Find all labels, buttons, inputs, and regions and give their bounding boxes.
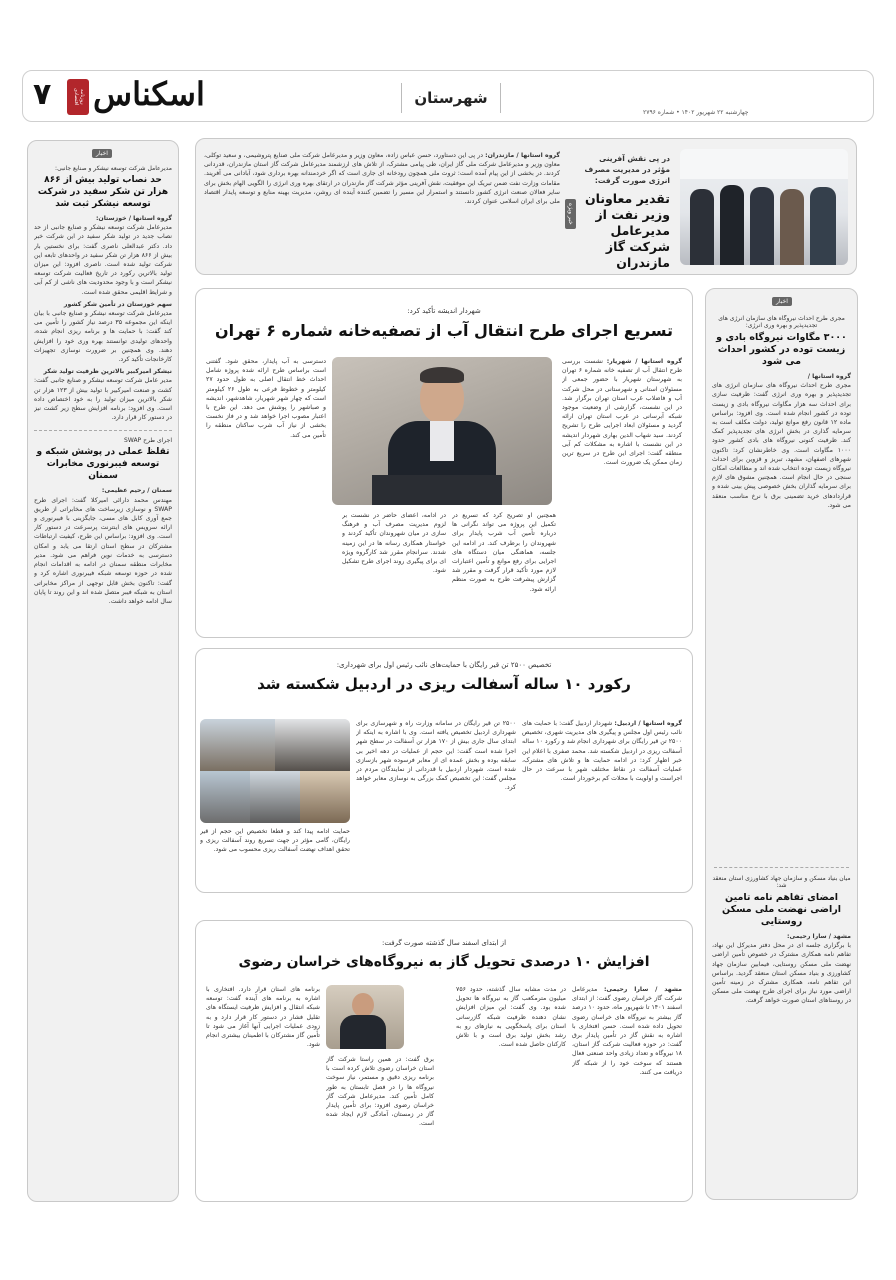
lead-col1-text: نشست بررسی طرح انتقال آب از تصفیه خانه شماره ۶ تهران به شهرستان شهریار با حضور جمعی از مسئولان استانی و شهرستانی در محل شرکت آب و فاضلاب غرب استان تهران برگزار شد. در این نشست، گزارشی از وضعیت موجود شبکه آبرسانی در غرب استان تهران ارائه گردید و مسئولان ابعاد اجرایی طرح را تشریح کردند. سید شهاب الدین بهاری شهردار اندیشه در این نشست با اشاره به مشکلات کم آبی منطقه گفت: اجرای این طرح در سریع ترین زمان ممکن یک ضرورت است. xyxy=(562,358,682,467)
top-story-photo xyxy=(680,149,848,265)
lead-dateline: گروه استانها / شهریار: xyxy=(606,358,682,365)
lead-headline: تسریع اجرای طرح انتقال آب از تصفیه‌خانه شماره ۶ تهران xyxy=(215,321,673,340)
left-item2-dateline: سمنان / رحیم عظیمی: xyxy=(101,487,172,495)
left-item1-sub1-body: مدیرعامل شرکت توسعه نیشکر و صنایع جانبی با بیان اینکه این مجموعه ۳۵ درصد نیاز کشور را تأمین می کند گفت: با حمایت ها و برنامه ریزی انجام شده، واحدهای تولیدی توانستند بهره وری خود را افزایش دهند. وی همچنین بر ضرورت نوسازی تجهیزات کارخانجات تأکید کرد. xyxy=(34,310,172,364)
left-sidebar xyxy=(27,140,179,1202)
photo-tile xyxy=(275,719,350,771)
story2-dateline: گروه استانها / اردبیل: xyxy=(614,720,682,727)
logo-mark xyxy=(67,79,89,115)
section-title: شهرستان xyxy=(401,83,501,113)
person-body xyxy=(340,1015,386,1049)
left-item1-sub2: نیشکر امیرکبیر بالاترین ظرفیت تولید شکر xyxy=(43,368,172,376)
right-item1-dateline: گروه استانها / xyxy=(807,373,851,380)
photo-tile xyxy=(200,719,275,771)
person-figure xyxy=(720,185,744,265)
left-item1-kicker: مدیرعامل شرکت توسعه نیشکر و صنایع جانبی: xyxy=(55,165,172,172)
left-item1-dateline: گروه استانها / خوزستان: xyxy=(95,215,172,222)
right-item2-headline: امضای تفاهم نامه تامین اراضی نهضت ملی مسکن روستایی xyxy=(722,892,841,927)
right-item1 xyxy=(712,315,851,860)
divider xyxy=(714,867,849,868)
story2 xyxy=(195,648,693,893)
story3-col3: برق گفت: در همین راستا شرکت گاز استان خراسان رضوی تلاش کرده است با برنامه ریزی دقیق و مستمر، نیاز سوخت نیروگاه ها را در فصل تابستان به طور کامل تأمین کند. مدیرعامل شرکت گاز خراسان رضوی افزود: برای تأمین پایدار گاز در زمستان، آمادگی لازم ایجاد شده است. xyxy=(326,1056,434,1128)
lead-col2: همچنین او تصریح کرد که تسریع در تکمیل این پروژه می تواند نگرانی ها درباره تأمین آب شرب پایدار برای شهروندان را برطرف کند. در ادامه این جلسه، هماهنگی میان دستگاه های اجرایی برای رفع موانع و تأمین اعتبارات لازم مورد تأکید قرار گرفت و مقرر شد گزارش پیشرفت طرح به صورت منظم ارائه شود. xyxy=(452,512,556,593)
story3-col2: در مدت مشابه سال گذشته، حدود ۷۵۶ میلیون مترمکعب گاز به نیروگاه ها تحویل شده بود. وی گفت: این میزان افزایش نشان دهنده ظرفیت شبکه گازرسانی استان برای پاسخگویی به نیازهای رو به رشد بخش تولید برق است و با تلاش کارکنان حاصل شده است. xyxy=(456,986,566,1049)
person-shirt xyxy=(430,421,454,461)
top-story-headline: تقدیر معاونان وزیر نفت از مدیرعامل شرکت گاز مازندران xyxy=(584,191,670,270)
top-story-text: در پی این دستاورد، حسن عباس زاده، معاون وزیر و مدیرعامل شرکت ملی صنایع پتروشیمی، و سعید توکلی، معاون وزیر و مدیرعامل شرکت ملی گاز ایران، طی پیامی مشترک، از تلاش های ارزشمند مدیرعامل شرکت گاز استان مازندران، قدردانی کردند. در بخشی از این پیام آمده است: ثروت ملی همچون رودخانه ای جاری است که اگر خردمندانه بهره برداری شود، آبادانی می آفریند. مقامات وزارت نفت ضمن تبریک این موفقیت، نقش آفرینی مؤثر شرکت گاز مازندران در ارتقای بهره وری انرژی را الگویی الهام بخش برای سایر فعالان صنعت انرژی کشور دانستند و استمرار این مسیر را تضمین کننده آینده ای روشن، مدیریت بهینه منابع و توسعه پایدار اقتصاد ملی برای ایران اسلامی عنوان کردند. xyxy=(204,152,560,206)
story2-col2: ۲۵۰۰ تن قیر رایگان در سامانه وزارت راه و شهرسازی برای شهرداری اردبیل تخصیص یافته است. وی با اشاره به اینکه از ابتدای سال جاری بیش از ۱۷۰ هزار تن آسفالت در سطح شهر اجرا شده است گفت: این حجم از عملیات در دهه اخیر بی سابقه بوده و بخش عمده ای از معابر فرسوده شهر بازسازی شده است. شهردار اردبیل با قدردانی از نمایندگان مردم در مجلس گفت: این تخصیص کمک بزرگی به نوسازی معابر خواهد کرد. xyxy=(356,720,516,792)
story3-col4: برنامه های استان قرار دارد. افتخاری با اشاره به برنامه های آینده گفت: توسعه شبکه انتقال و افزایش ظرفیت ایستگاه های تقلیل فشار در دستور کار قرار دارد و به زودی عملیات اجرایی آنها آغاز می شود تا تأمین گاز مشترکان با اطمینان بیشتری انجام شود. xyxy=(206,986,320,1049)
lead-story xyxy=(195,288,693,638)
lead-col4: دسترسی به آب پایدار، محقق شود. گفتنی است براساس طرح ارائه شده پروژه شامل احداث خط انتقال اصلی به طول حدود ۲۷ کیلومتر و خطوط فرعی به طول ۲۶ کیلومتر است که چهار شهر شهریار، شاهدشهر، اندیشه و صباشهر را پوشش می دهد. این طرح با اعتبار مصوب اجرا خواهد شد و در فاز نخست بخشی از نیاز آب شرب ساکنان منطقه را تأمین می کند. xyxy=(206,358,326,439)
person-hair xyxy=(420,367,464,383)
right-item2-body: با برگزاری جلسه ای در محل دفتر مدیرکل این نهاد، تفاهم نامه همکاری مشترک در خصوص تأمین اراضی نهضت ملی مسکن روستایی، فیمابین سازمان جهاد کشاورزی و بنیاد مسکن استان منعقد گردید. براساس این تفاهم نامه، همکاری مشترک در زمینه تأمین اراضی مورد نیاز برای اجرای طرح نهضت ملی مسکن در روستاهای استان صورت خواهد گرفت. xyxy=(712,942,851,1005)
masthead xyxy=(22,70,874,122)
story3-col1 xyxy=(572,985,682,1195)
left-item1-sub2-body: مدیر عامل شرکت توسعه نیشکر و صنایع جانبی گفت: کشت و صنعت امیرکبیر با تولید بیش از ۱۲۳ هزار تن شکر بالاترین میزان تولید را به خود اختصاص داده است. وی افزود: برنامه افزایش سطح زیر کشت نیز در دستور کار قرار دارد. xyxy=(34,377,172,422)
left-sidebar-content xyxy=(34,165,172,1195)
right-item1-headline: ۳۰۰۰ مگاوات نیروگاه بادی و زیست توده در کشور احداث می شود xyxy=(716,332,847,367)
person-figure xyxy=(810,187,836,265)
left-item1-headline: حد نصاب تولید بیش از ۸۶۶ هزار تن شکر سفید در شرکت توسعه نیشکر ثبت شد xyxy=(37,175,169,209)
right-item1-kicker: مجری طرح احداث نیروگاه های سازمان انرژی های تجدیدپذیر و بهره وری انرژی: xyxy=(718,315,845,329)
right-item2 xyxy=(712,875,851,1193)
top-story-kicker: در پی نقش آفرینی مؤثر در مدیریت مصرف انرژی صورت گرفت: xyxy=(584,154,670,185)
lead-kicker: شهردار اندیشه تأکید کرد: xyxy=(407,307,481,315)
left-item1-body: مدیرعامل شرکت توسعه نیشکر و صنایع جانبی از حد نصاب جدید در تولید شکر سفید در این شرکت خبر داد. دکتر عبدالعلی ناصری گفت: برای نخستین بار بیش از ۸۶۶ هزار تن شکر سفید در واحدهای تابعه این شرکت تولید شده است. ناصری افزود: این میزان تولید بالاترین رکورد در تاریخ فعالیت شرکت توسعه نیشکر است و با وجود محدودیت های ناشی از کم آبی و شرایط اقلیمی محقق شده است. xyxy=(34,224,172,296)
story2-headline: رکورد ۱۰ ساله آسفالت ریزی در اردبیل شکسته شد xyxy=(257,675,631,693)
story3-dateline: مشهد / سارا رحیمی: xyxy=(603,986,682,993)
story2-col1 xyxy=(522,719,682,885)
story3-col1-text: مدیرعامل شرکت گاز خراسان رضوی گفت: از ابتدای اسفند ۱۴۰۱ تا شهریور ماه، حدود ۱۰ درصد گاز بیشتر به نیروگاه های خراسان رضوی تحویل داده شده است. حسن افتخاری با اشاره به نقش گاز در تأمین پایدار برق گفت: در حوزه فعالیت شرکت گاز استان، ۱۸ نیروگاه و تعداد زیادی واحد صنعتی فعال هستند که سوخت خود را از شبکه گاز دریافت می کنند. xyxy=(572,986,682,1076)
story3-headline: افزایش ۱۰ درصدی تحویل گاز به نیروگاه‌های خراسان رضوی xyxy=(238,954,650,970)
date-line: چهارشنبه ۲۲ شهریور ۱۴۰۲ • شماره ۲۷۹۶ xyxy=(643,109,749,116)
right-item2-dateline: مشهد / سارا رحیمی: xyxy=(786,933,851,940)
left-item2-body: مهندس محمد دارائی امیرکلا گفت: اجرای طرح SWAP و نوسازی زیرساخت های مخابراتی از طریق جمع آوری کابل های مسی، جایگزینی با فیبرنوری و ارائه سرویس های اینترنت پرسرعت در دستور کار است. وی افزود: براساس این طرح، کیفیت ارتباطات مشترکان در سطح استان ارتقا می یابد و امکان دسترسی به خدمات نوین فراهم می شود. مدیر مخابرات منطقه سمنان در ادامه به اقدامات انجام شده در حوزه توسعه شبکه فیبرنوری اشاره کرد و گفت: تاکنون بخش قابل توجهی از مراکز مخابراتی استان به شبکه فیبر متصل شده اند و این روند تا پایان سال ادامه خواهد داشت. xyxy=(34,496,172,605)
person-head xyxy=(352,993,374,1017)
right-sidebar xyxy=(705,288,858,1200)
logo-sub: روزنامه اقتصادی xyxy=(73,88,85,106)
story3 xyxy=(195,920,693,1202)
story3-kicker: از ابتدای اسفند سال گذشته صورت گرفت: xyxy=(381,939,507,947)
photo-banner xyxy=(680,149,848,179)
top-story xyxy=(195,138,857,275)
lead-photo xyxy=(332,357,552,505)
story2-col3: حمایت ادامه پیدا کند و قطعا تخصیص این حجم از قیر رایگان، گامی مؤثر در جهت تسریع روند آسفالت ریزی و تحقق اهداف نهضت آسفالت ریزی محسوب می شود. xyxy=(200,828,350,854)
right-sidebar-tag: اخبار xyxy=(772,297,792,306)
story2-kicker: تخصیص ۲۵۰۰ تن قیر رایگان با حمایت‌های نائب رئیس اول برای شهرداری: xyxy=(336,661,552,669)
page-number: ۷ xyxy=(33,77,52,112)
lead-col1 xyxy=(562,357,682,627)
logo: اسکناس xyxy=(93,75,205,113)
right-item2-kicker: میان بنیاد مسکن و سازمان جهاد کشاورزی استان منعقد شد: xyxy=(712,875,851,889)
story2-photo-grid xyxy=(200,719,350,823)
left-item2-headline: تقلظ عملی در پوشش شبکه و توسعه فیبرنوری مخابرات سمنان xyxy=(36,447,170,482)
left-sidebar-tag: اخبار xyxy=(92,149,112,158)
top-story-tag: خبر ویژه xyxy=(565,199,576,229)
photo-tile xyxy=(250,771,300,823)
photo-tile xyxy=(200,771,250,823)
story3-photo xyxy=(326,985,404,1049)
left-item2-kicker: اجرای طرح SWAP xyxy=(124,437,172,445)
divider xyxy=(34,430,172,431)
photo-tile xyxy=(300,771,350,823)
top-story-dateline: گروه استانها / مازندران: xyxy=(485,152,560,159)
left-item1-sub1: سهم خوزستان در تأمین شکر کشور xyxy=(63,300,172,308)
story2-col1-text: شهردار اردبیل گفت: با حمایت های نائب رئیس اول مجلس و پیگیری های مدیریت شهری، تخصیص ۲۵۰۰ تن قیر رایگان برای شهرداری انجام شد و رکورد ۱۰ ساله آسفالت ریزی در اردبیل شکسته شد. محمد صفری با اعلام این خبر اظهار کرد: در ادامه حمایت ها و تلاش های مشترک، عملیات آسفالت در نقاط مختلف شهر با سرعت در حال اجراست و اولویت با محلات کم برخوردار است. xyxy=(522,720,682,783)
top-story-body xyxy=(204,151,560,269)
right-item1-body: مجری طرح احداث نیروگاه های سازمان انرژی های تجدیدپذیر و بهره وری انرژی گفت: ظرفیت سازی برای احداث سه هزار مگاوات نیروگاه بادی و زیست توده در کشور انجام شده است. وی افزود: براساس ماده ۱۲ قانون رفع موانع تولید، دولت مکلف است به سرمایه گذاری در بخش انرژی های تجدیدپذیر کمک کند. ظرفیت کنونی نیروگاه های بادی کشور حدود ۱۰۰۰ مگاوات است. وی خاطرنشان کرد: تاکنون شهرهای اصفهان، مشهد، تبریز و قزوین برای احداث نیروگاه زیست توده انتخاب شده اند و مطالعات امکان سنجی در حال انجام است. همچنین مشوق های لازم برای سرمایه گذاران بخش خصوصی پیش بینی شده و قراردادهای خرید تضمینی برق با نرخ مناسب منعقد می شود. xyxy=(712,382,851,509)
person-figure xyxy=(690,189,714,265)
person-figure xyxy=(750,187,774,265)
person-figure xyxy=(780,189,804,265)
laptop xyxy=(372,475,502,505)
lead-col3: در ادامه، اعضای حاضر در نشست بر لزوم مدیریت مصرف آب و فرهنگ سازی در میان شهروندان تأکید کردند و خواستار همکاری رسانه ها در این زمینه شدند. سرانجام مقرر شد کارگروه ویژه ای برای پیگیری روند اجرای طرح تشکیل شود. xyxy=(342,512,446,575)
